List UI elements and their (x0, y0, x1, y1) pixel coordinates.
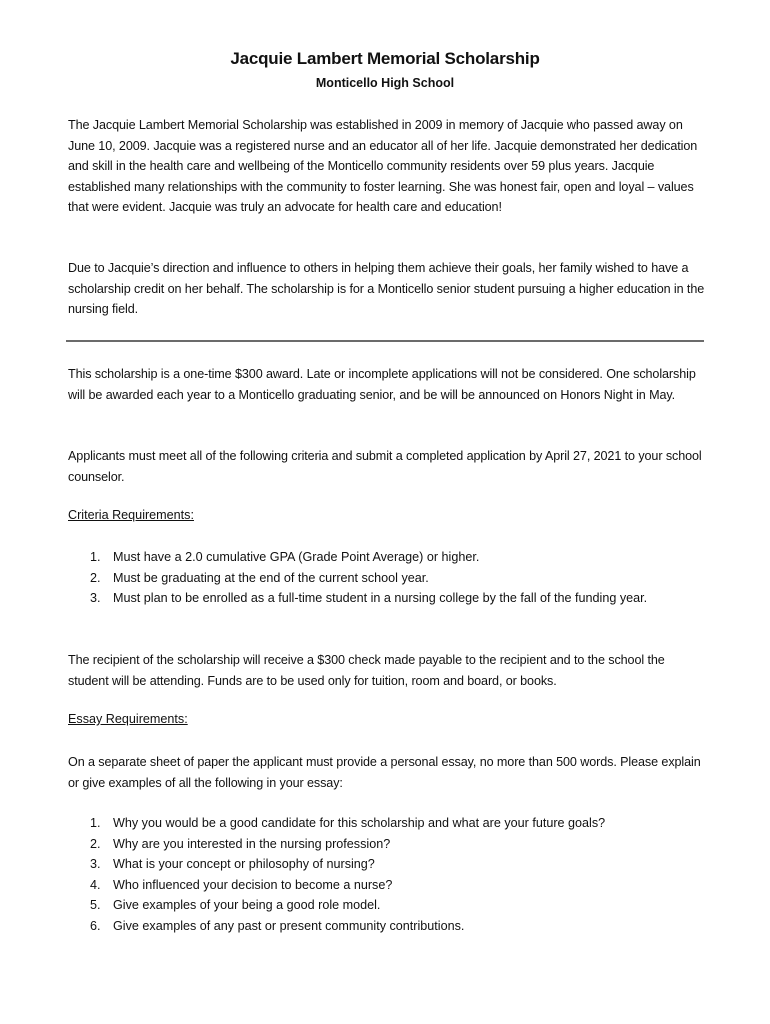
list-item-number: 5. (90, 898, 101, 913)
list-item (68, 568, 708, 589)
list-item-number: 1. (90, 816, 101, 830)
list-item (68, 854, 708, 875)
list-item-number: 2. (90, 836, 101, 851)
criteria-heading: Criteria Requirements: (68, 508, 194, 522)
list-item-number: 6. (90, 918, 101, 933)
list-item (68, 916, 708, 937)
applicants-paragraph: Applicants must meet all of the following criteria and submit a completed application by April 27, 2021 to your school counselor. (68, 449, 702, 484)
criteria-list (68, 547, 708, 609)
list-item-text: Why are you interested in the nursing profession? (113, 836, 391, 851)
list-item-number: 1. (90, 550, 101, 564)
section-divider (66, 340, 704, 342)
list-item-number: 3. (90, 591, 101, 606)
list-item-text: Who influenced your decision to become a nurse? (113, 877, 393, 892)
intro-paragraph: Due to Jacquie’s direction and influence to others in helping them achieve their goals, her family wished to have a scholarship credit on her behalf. The scholarship is for a Monticello senior student pursuing a higher education in the nursing field. (68, 261, 705, 317)
document-subtitle: Monticello High School (315, 76, 455, 90)
essay-list (68, 813, 708, 937)
list-item-text: Must plan to be enrolled as a full-time student in a nursing college by the fall of the funding year. (113, 591, 648, 606)
list-item-text: Give examples of any past or present community contributions. (113, 918, 465, 933)
document-title: Jacquie Lambert Memorial Scholarship (230, 49, 540, 68)
list-item-number: 3. (90, 857, 101, 872)
list-item-text: Give examples of your being a good role model. (113, 898, 381, 913)
list-item-text: Why you would be a good candidate for this scholarship and what are your future goals? (113, 816, 606, 830)
list-item (68, 588, 708, 609)
list-item-number: 4. (90, 877, 101, 892)
list-item (68, 895, 708, 916)
list-item (68, 834, 708, 855)
essay-heading: Essay Requirements: (68, 712, 188, 726)
intro-paragraph: The Jacquie Lambert Memorial Scholarship was established in 2009 in memory of Jacquie who passed away on June 10, 2009. Jacquie was a registered nurse and an educator all of her life. Jacquie demonstrated her dedication and skill in the health care and wellbeing of the Monticello community residents over 59 plus years. Jacquie established many relationships with the community to foster learning. She was honest fair, open and loyal – values that were evident. Jacquie was truly an advocate for health care and education! (68, 118, 698, 215)
essay-paragraph: On a separate sheet of paper the applicant must provide a personal essay, no more than 500 words. Please explain or give examples of all the following in your essay: (68, 755, 701, 790)
list-item (68, 547, 708, 568)
list-item-text: What is your concept or philosophy of nursing? (113, 857, 375, 872)
list-item-number: 2. (90, 570, 101, 585)
list-item (68, 875, 708, 896)
award-paragraph: This scholarship is a one-time $300 award. Late or incomplete applications will not be considered. One scholarship will be awarded each year to a Monticello graduating senior, and be will be announced on Honors Night in May. (68, 367, 696, 402)
list-item (68, 813, 708, 834)
recipient-paragraph: The recipient of the scholarship will receive a $300 check made payable to the recipient and to the school the student will be attending. Funds are to be used only for tuition, room and board, or books. (68, 653, 665, 688)
list-item-text: Must have a 2.0 cumulative GPA (Grade Point Average) or higher. (113, 550, 480, 564)
list-item-text: Must be graduating at the end of the current school year. (113, 570, 429, 585)
